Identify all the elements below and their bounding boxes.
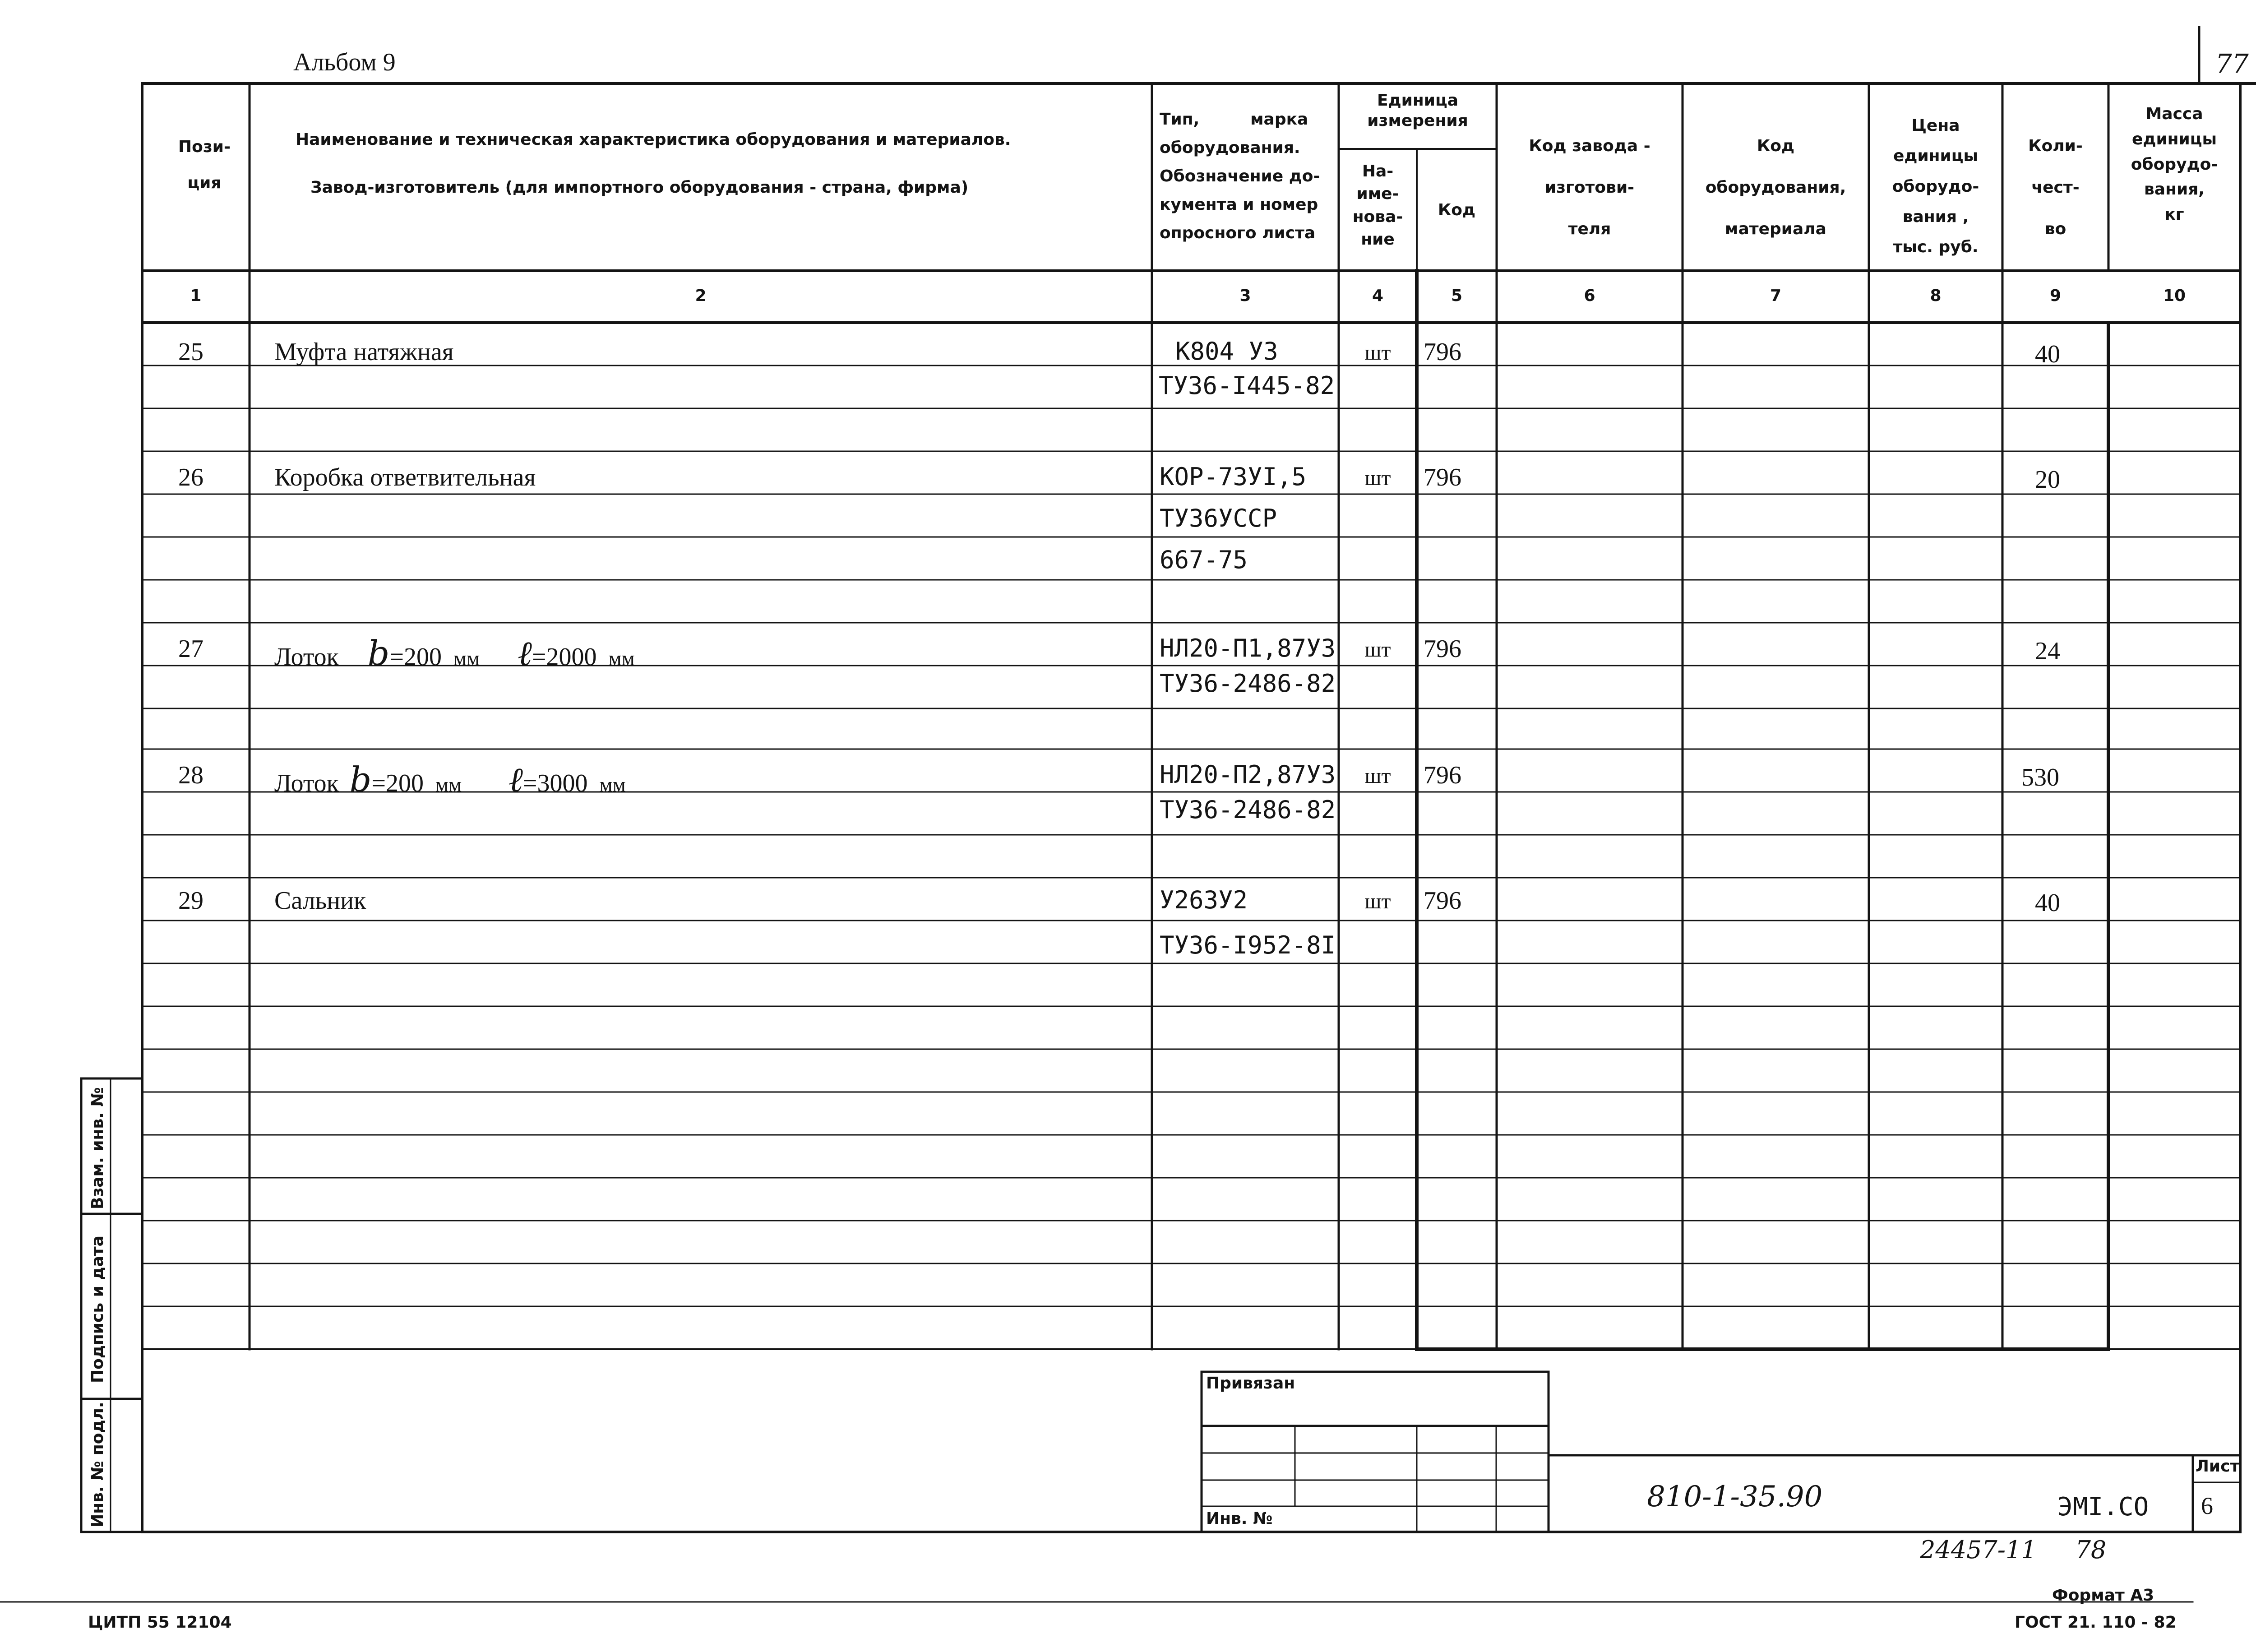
album-label: Альбом 9 bbox=[293, 48, 396, 76]
stamp-inventory-label: Инв. № bbox=[1206, 1509, 1273, 1528]
item-name: Лоток b=200 мм ℓ=2000 мм bbox=[274, 633, 635, 673]
header-col-9: Коли- чест- во bbox=[2028, 137, 2083, 238]
item-name: Сальник bbox=[274, 887, 366, 915]
item-type: К804 У3 bbox=[1175, 337, 1278, 366]
item-type: НЛ20-П2,87У3 bbox=[1160, 760, 1336, 789]
side-label-replacement-inventory: Взам. инв. № bbox=[88, 1087, 107, 1209]
side-label-original-inventory: Инв. № подл. bbox=[88, 1402, 107, 1527]
item-unit: шт bbox=[1364, 466, 1391, 490]
item-document: ТУ36-2486-82 bbox=[1160, 669, 1336, 698]
item-quantity: 20 bbox=[2035, 466, 2060, 494]
stamp-bound-label: Привязан bbox=[1206, 1374, 1295, 1393]
item-unit: шт bbox=[1364, 764, 1391, 788]
item-document: 667-75 bbox=[1160, 546, 1248, 574]
item-quantity: 40 bbox=[2035, 889, 2060, 917]
footer-format: Формат А3 bbox=[2052, 1586, 2154, 1605]
item-type: КОР-73УI,5 bbox=[1160, 463, 1307, 491]
side-label-signature-date: Подпись и дата bbox=[88, 1236, 107, 1383]
item-position: 29 bbox=[178, 887, 203, 915]
column-number: 5 bbox=[1451, 287, 1463, 305]
header-col-3: Тип, марка оборудования. Обозначение до- кумента и номер опросного листа bbox=[1160, 110, 1320, 242]
archive-number: 24457-11 78 bbox=[1920, 1536, 2107, 1564]
header-col-4: На- име- нова- ние bbox=[1352, 162, 1403, 249]
column-number: 3 bbox=[1239, 287, 1251, 305]
header-unit-group: Единица измерения bbox=[1367, 91, 1468, 130]
sheet-label: Лист bbox=[2196, 1457, 2240, 1476]
item-document: ТУ36УССР bbox=[1160, 504, 1277, 532]
item-quantity: 40 bbox=[2035, 340, 2060, 368]
item-unit: шт bbox=[1364, 341, 1391, 365]
item-unit-code: 796 bbox=[1424, 338, 1461, 366]
column-number: 6 bbox=[1584, 287, 1595, 305]
header-col-8: Цена единицы оборудо- вания , тыс. руб. bbox=[1892, 116, 1979, 257]
item-document: ТУ36-I952-8I bbox=[1160, 931, 1336, 959]
column-number: 9 bbox=[2049, 287, 2062, 305]
item-unit: шт bbox=[1364, 638, 1391, 662]
footer-gost: ГОСТ 21. 110 - 82 bbox=[2015, 1613, 2177, 1632]
header-col-6: Код завода - изготови- теля bbox=[1529, 137, 1650, 238]
item-quantity: 530 bbox=[2021, 764, 2059, 791]
item-unit: шт bbox=[1364, 889, 1391, 913]
header-col-1: Пози- ция bbox=[178, 138, 231, 193]
page-number: 77 bbox=[2215, 48, 2249, 79]
item-type: НЛ20-П1,87У3 bbox=[1160, 634, 1336, 662]
column-number: 7 bbox=[1770, 287, 1782, 305]
header-col-2-line2: Завод-изготовитель (для импортного оборудования - страна, фирма) bbox=[310, 178, 969, 197]
item-unit-code: 796 bbox=[1424, 635, 1461, 663]
item-unit-code: 796 bbox=[1424, 463, 1461, 491]
item-position: 26 bbox=[178, 463, 203, 491]
item-position: 28 bbox=[178, 761, 203, 789]
column-number: 8 bbox=[1930, 287, 1942, 305]
column-number: 10 bbox=[2163, 287, 2186, 305]
header-col-7: Код оборудования, материала bbox=[1705, 137, 1846, 238]
item-document: ТУ36-2486-82 bbox=[1160, 796, 1336, 824]
document-code: 810-1-35.90 bbox=[1647, 1480, 1823, 1513]
footer-left: ЦИТП 55 12104 bbox=[88, 1613, 232, 1632]
item-position: 27 bbox=[178, 635, 203, 663]
item-name: Муфта натяжная bbox=[274, 338, 454, 366]
column-number: 1 bbox=[190, 287, 202, 305]
header-col-2-line1: Наименование и техническая характеристика оборудования и материалов. bbox=[296, 130, 1011, 149]
item-position: 25 bbox=[178, 338, 203, 366]
column-number: 4 bbox=[1372, 287, 1384, 305]
item-type: У263У2 bbox=[1160, 886, 1248, 914]
column-number: 2 bbox=[695, 287, 707, 305]
document-mark: ЭМI.СО bbox=[2057, 1492, 2149, 1522]
header-col-10: Масса единицы оборудо- вания, кг bbox=[2131, 105, 2218, 224]
item-unit-code: 796 bbox=[1424, 887, 1461, 915]
item-name: Лоток b=200 мм ℓ=3000 мм bbox=[274, 759, 626, 800]
item-quantity: 24 bbox=[2035, 637, 2060, 665]
item-document: ТУ36-I445-82 bbox=[1159, 371, 1335, 400]
item-name: Коробка ответвительная bbox=[274, 463, 536, 491]
item-unit-code: 796 bbox=[1424, 761, 1461, 789]
sheet-number: 6 bbox=[2201, 1492, 2213, 1519]
header-col-5: Код bbox=[1438, 201, 1476, 219]
